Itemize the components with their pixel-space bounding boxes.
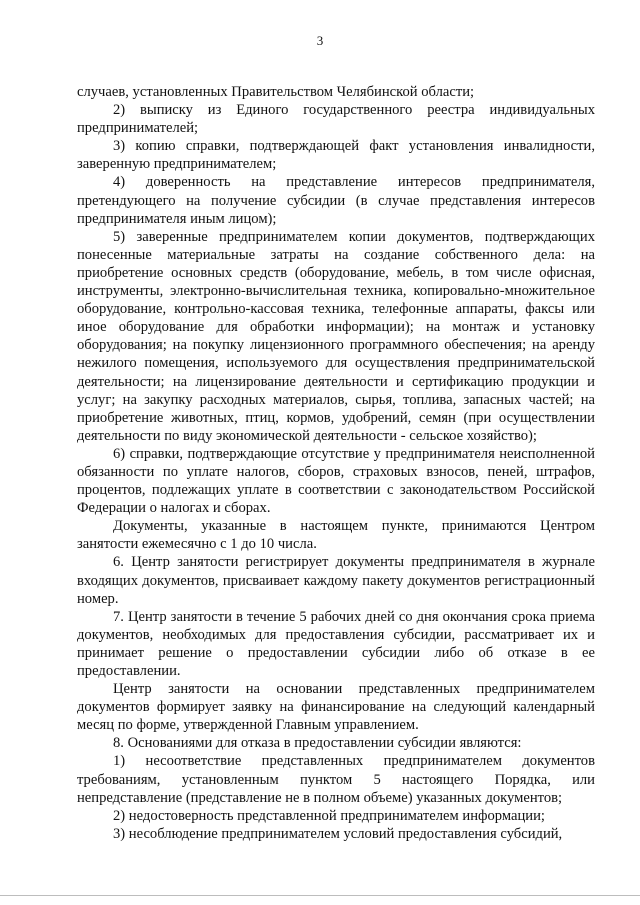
paragraph: 6) справки, подтверждающие отсутствие у предпринимателя неисполненной обязанности по уплате налогов, сборов, страховых взносов, пеней, штрафов, процентов, подлежащих уплате в соответствии с законодательством Российской Федерации о налогах и сборах.: [77, 445, 595, 517]
paragraph: 3) копию справки, подтверждающей факт установления инвалидности, заверенную предпринимателем;: [77, 138, 595, 173]
page-number: 3: [316, 33, 324, 48]
paragraph: случаев, установленных Правительством Челябинской области;: [77, 84, 475, 100]
paragraph: 2) недостоверность представленной предпринимателем информации;: [113, 807, 545, 824]
document-body: [77, 83, 595, 843]
paragraph: 6. Центр занятости регистрирует документы предпринимателя в журнале входящих документов, присваивает каждому пакету документов регистрационный номер.: [77, 554, 595, 607]
paragraph: 4) доверенность на представление интересов предпринимателя, претендующего на получение субсидии (в случае представления интересов предпринимателя иным лицом);: [77, 174, 595, 227]
paragraph: 3) несоблюдение предпринимателем условий предоставления субсидий,: [113, 825, 563, 842]
paragraph: 2) выписку из Единого государственного реестра индивидуальных предпринимателей;: [77, 102, 595, 137]
paragraph: 5) заверенные предпринимателем копии документов, подтверждающих понесенные материальные затраты на создание собственного дела: на приобретение основных средств (оборудование, мебель, в том числе офисная, инструменты, электронно-вычислительная техника, копировально-множительное оборудование, контрольно-кассовая техника, телефонные аппараты, факсы или иное оборудование для обработки информации); на монтаж и установку оборудования; на покупку лицензионного программного обеспечения; на аренду нежилого помещения, используемого для осуществления предпринимательской деятельности; на лицензирование деятельности и сертификацию продукции и услуг; на закупку расходных материалов, сырья, топлива, запасных частей; на приобретение животных, птиц, кормов, удобрений, семян (при осуществлении деятельности по виду экономической деятельности - сельское хозяйство);: [77, 228, 595, 444]
paragraph: Центр занятости на основании представленных предпринимателем документов формирует заявку на финансирование на следующий календарный месяц по форме, утвержденной Главным управлением.: [77, 681, 595, 734]
paragraph: 1) несоответствие представленных предпринимателем документов требованиям, установленным пунктом 5 настоящего Порядка, или непредставление (представление не в полном объеме) указанных документов;: [77, 753, 595, 806]
page-bottom-rule: [0, 895, 640, 896]
paragraph: Документы, указанные в настоящем пункте, принимаются Центром занятости ежемесячно с 1 до 10 числа.: [77, 518, 595, 553]
paragraph: 8. Основаниями для отказа в предоставлении субсидии являются:: [113, 735, 522, 752]
paragraph: 7. Центр занятости в течение 5 рабочих дней со дня окончания срока приема документов, необходимых для предоставления субсидии, рассматривает их и принимает решение о предоставлении субсидии либо об отказе в ее предоставлении.: [77, 608, 595, 679]
